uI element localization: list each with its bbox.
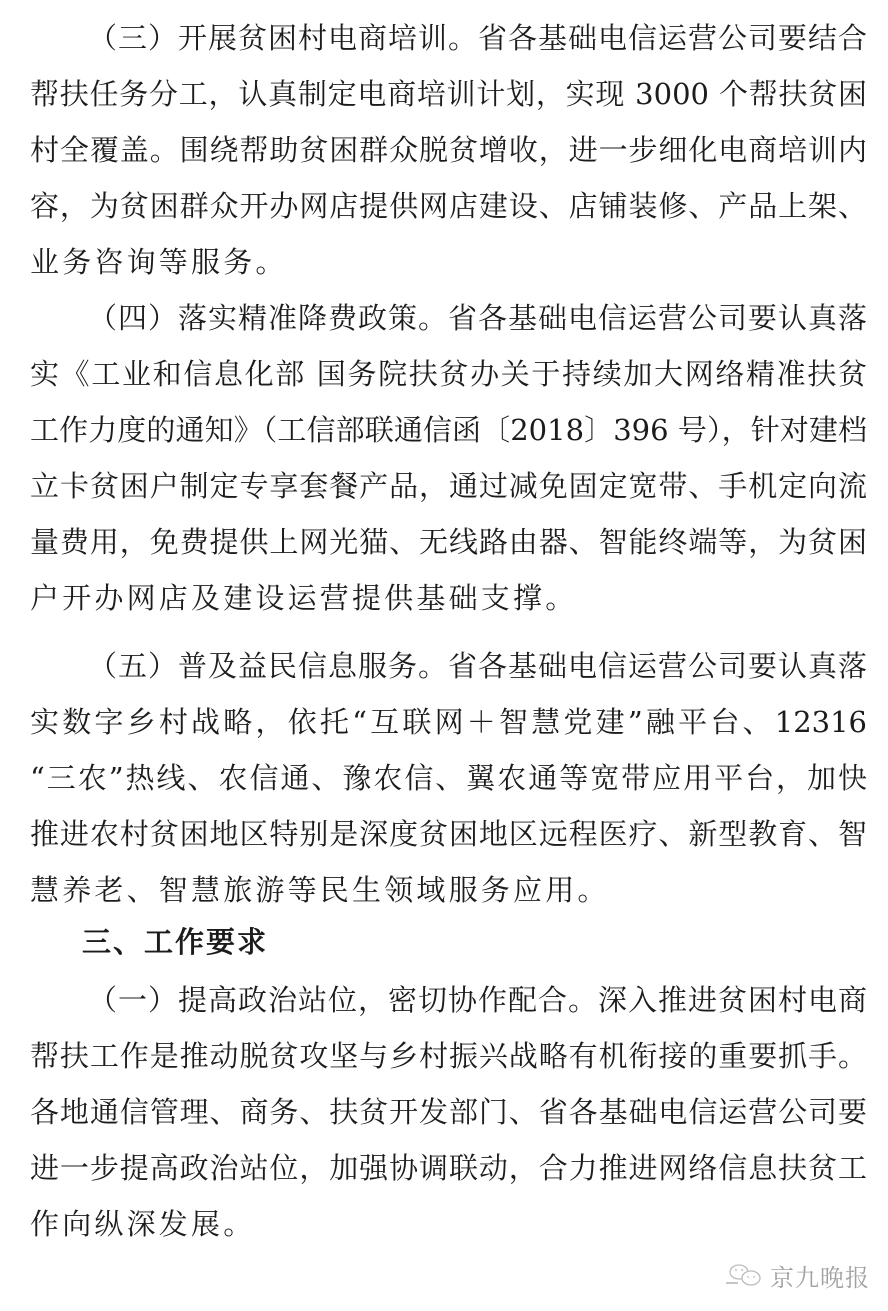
paragraph-line: 推进农村贫困地区特别是深度贫困地区远程医疗、新型教育、智 [30, 817, 867, 851]
paragraph-line: 户开办网店及建设运营提供基础支撑。 [30, 581, 578, 615]
paragraph-line: 容，为贫困群众开办网店提供网店建设、店铺装修、产品上架、 [30, 189, 867, 223]
paragraph-line: 进一步提高政治站位，加强协调联动，合力推进网络信息扶贫工 [30, 1151, 867, 1185]
paragraph-line: 作向纵深发展。 [30, 1207, 256, 1241]
paragraph-line: 村全覆盖。围绕帮助贫困群众脱贫增收，进一步细化电商培训内 [30, 133, 867, 167]
paragraph-line: （四）落实精准降费政策。省各基础电信运营公司要认真落 [88, 301, 867, 335]
paragraph-line: 各地通信管理、商务、扶贫开发部门、省各基础电信运营公司要 [30, 1095, 867, 1129]
paragraph-line: 立卡贫困户制定专享套餐产品，通过减免固定宽带、手机定向流 [30, 469, 867, 503]
paragraph-line: （五）普及益民信息服务。省各基础电信运营公司要认真落 [88, 649, 867, 683]
paragraph-line: 实《工业和信息化部 国务院扶贫办关于持续加大网络精准扶贫 [30, 357, 867, 391]
watermark-text: 京九晚报 [770, 1263, 870, 1292]
paragraph-line: 业务咨询等服务。 [30, 245, 288, 279]
section-heading: 三、工作要求 [82, 925, 269, 959]
paragraph-line: （三）开展贫困村电商培训。省各基础电信运营公司要结合 [88, 21, 867, 55]
source-watermark [724, 1258, 870, 1292]
wechat-chat-bubble-icon [724, 1261, 766, 1289]
paragraph-line: 帮扶工作是推动脱贫攻坚与乡村振兴战略有机衔接的重要抓手。 [30, 1039, 867, 1073]
paragraph-line: （一）提高政治站位，密切协作配合。深入推进贫困村电商 [88, 983, 867, 1017]
paragraph-line: 量费用，免费提供上网光猫、无线路由器、智能终端等，为贫困 [30, 525, 867, 559]
paragraph-line: 工作力度的通知》（工信部联通信函〔2018〕396 号），针对建档 [30, 413, 867, 447]
paragraph-line: “三农”热线、农信通、豫农信、翼农通等宽带应用平台，加快 [30, 761, 867, 795]
paragraph-line: 慧养老、智慧旅游等民生领域服务应用。 [30, 873, 610, 907]
paragraph-line: 帮扶任务分工，认真制定电商培训计划，实现 3000 个帮扶贫困 [30, 77, 867, 111]
paragraph-line: 实数字乡村战略，依托“互联网＋智慧党建”融平台、12316 [30, 705, 867, 739]
